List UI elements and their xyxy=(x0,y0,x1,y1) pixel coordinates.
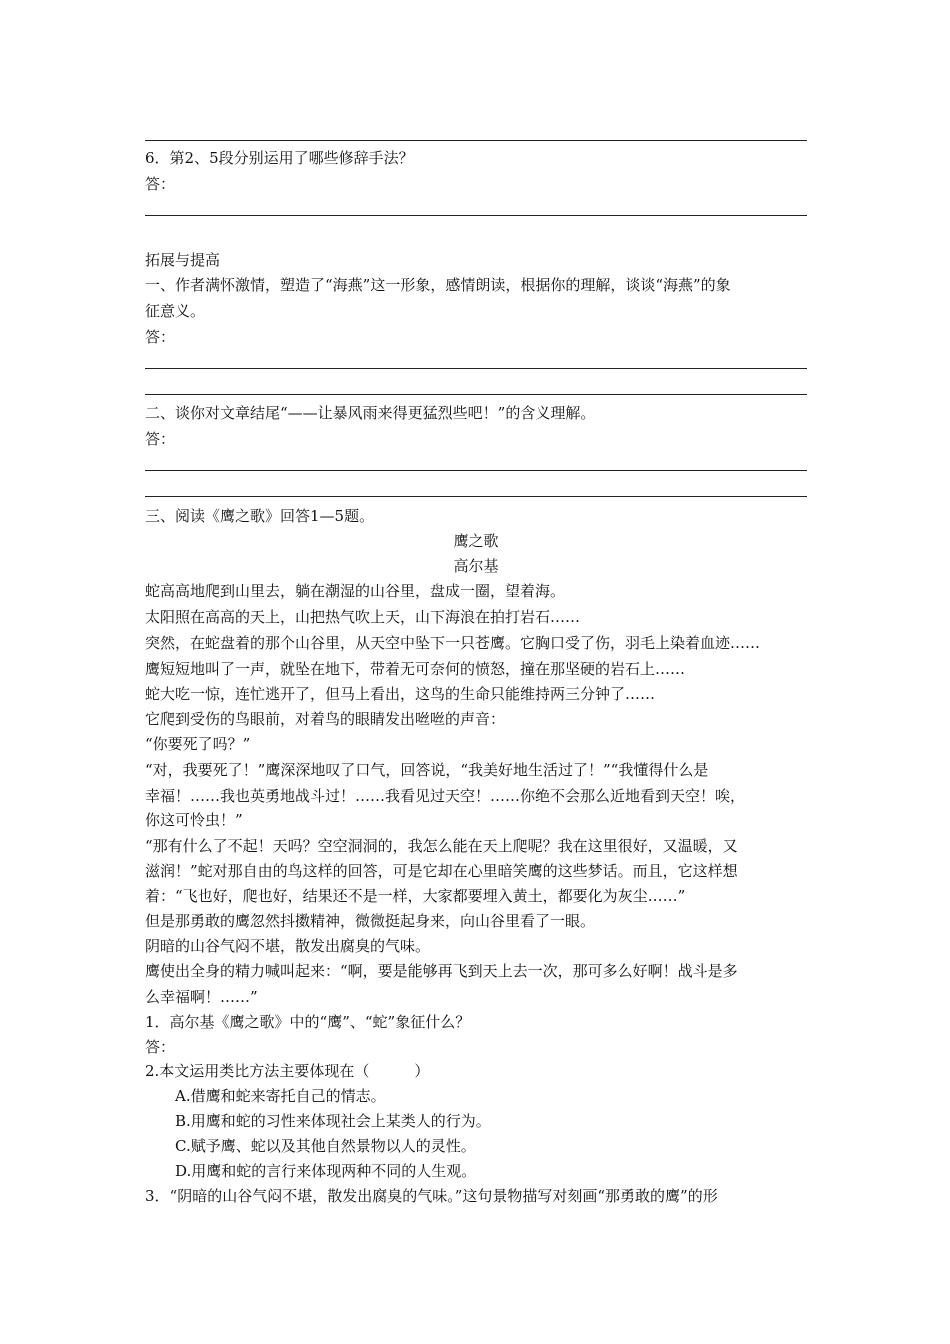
reading-question-3: 3．“阴暗的山谷气闷不堪，散发出腐臭的气味。”这句景物描写对刻画“那勇敢的鹰”的形 xyxy=(145,1187,718,1205)
passage-line: “对，我要死了！”鹰深深地叹了口气，回答说，“我美好地生活过了！”“我懂得什么是 xyxy=(145,761,709,779)
answer-label: 答： xyxy=(145,328,176,346)
answer-line xyxy=(145,140,807,141)
passage-line: “那有什么了不起！天吗？空空洞洞的，我怎么能在天上爬呢？我在这里很好，又温暖，又 xyxy=(145,837,738,855)
option-c: C.赋予鹰、蛇以及其他自然景物以人的灵性。 xyxy=(175,1137,476,1155)
extension-question-3-intro: 三、阅读《鹰之歌》回答1—5题。 xyxy=(145,507,375,525)
extension-question-1-line2: 征意义。 xyxy=(145,302,206,320)
passage-line: 你这可怜虫！” xyxy=(145,811,243,829)
answer-label: 答： xyxy=(145,175,176,193)
passage-line: 着：“飞也好，爬也好，结果还不是一样，大家都要埋入黄土，都要化为灰尘……” xyxy=(145,887,686,905)
option-b: B.用鹰和蛇的习性来体现社会上某类人的行为。 xyxy=(175,1112,491,1130)
answer-line xyxy=(145,470,807,471)
passage-title: 鹰之歌 xyxy=(453,532,499,550)
question-6: 6．第2、5段分别运用了哪些修辞手法？ xyxy=(145,149,414,167)
passage-line: 它爬到受伤的鸟眼前，对着鸟的眼睛发出咝咝的声音： xyxy=(145,710,506,728)
extension-question-2: 二、谈你对文章结尾“——让暴风雨来得更猛烈些吧！”的含义理解。 xyxy=(145,404,596,422)
passage-author: 高尔基 xyxy=(453,557,499,575)
answer-line xyxy=(145,368,807,369)
section-heading: 拓展与提高 xyxy=(145,251,221,269)
passage-line: 鹰短短地叫了一声，就坠在地下，带着无可奈何的愤怒，撞在那坚硬的岩石上…… xyxy=(145,660,686,678)
passage-line: 蛇大吃一惊，连忙逃开了，但马上看出，这鸟的生命只能维持两三分钟了…… xyxy=(145,685,656,703)
passage-line: 突然，在蛇盘着的那个山谷里，从天空中坠下一只苍鹰。它胸口受了伤，羽毛上染着血迹…… xyxy=(145,634,761,652)
passage-line: 阴暗的山谷气闷不堪，散发出腐臭的气味。 xyxy=(145,937,431,955)
passage-line: 蛇高高地爬到山里去，躺在潮湿的山谷里，盘成一圈，望着海。 xyxy=(145,582,566,600)
passage-line: 么幸福啊！……” xyxy=(145,988,258,1006)
answer-line xyxy=(145,496,807,497)
reading-question-2: 2.本文运用类比方法主要体现在（ ） xyxy=(145,1062,430,1080)
passage-line: 但是那勇敢的鹰忽然抖擞精神，微微挺起身来，向山谷里看了一眼。 xyxy=(145,912,596,930)
passage-line: 幸福！……我也英勇地战斗过！……我看见过天空！……你绝不会那么近地看到天空！唉， xyxy=(145,787,746,805)
option-a: A.借鹰和蛇来寄托自己的情志。 xyxy=(175,1087,386,1105)
option-d: D.用鹰和蛇的言行来体现两种不同的人生观。 xyxy=(175,1162,477,1180)
reading-question-1: 1．高尔基《鹰之歌》中的“鹰”、“蛇”象征什么？ xyxy=(145,1013,471,1031)
answer-line xyxy=(145,394,807,395)
answer-line xyxy=(145,215,807,216)
passage-line: 滋润！”蛇对那自由的鸟这样的回答，可是它却在心里暗笑鹰的这些梦话。而且，它这样想 xyxy=(145,862,738,880)
passage-line: “你要死了吗？” xyxy=(145,735,251,753)
answer-label: 答： xyxy=(145,430,176,448)
extension-question-1-line1: 一、作者满怀激情，塑造了“海燕”这一形象，感情朗读，根据你的理解，谈谈“海燕”的象 xyxy=(145,276,731,294)
passage-line: 鹰使出全身的精力喊叫起来：“啊，要是能够再飞到天上去一次，那可多么好啊！战斗是多 xyxy=(145,962,738,980)
answer-label: 答： xyxy=(145,1038,176,1056)
passage-line: 太阳照在高高的天上，山把热气吹上天，山下海浪在拍打岩石…… xyxy=(145,608,581,626)
